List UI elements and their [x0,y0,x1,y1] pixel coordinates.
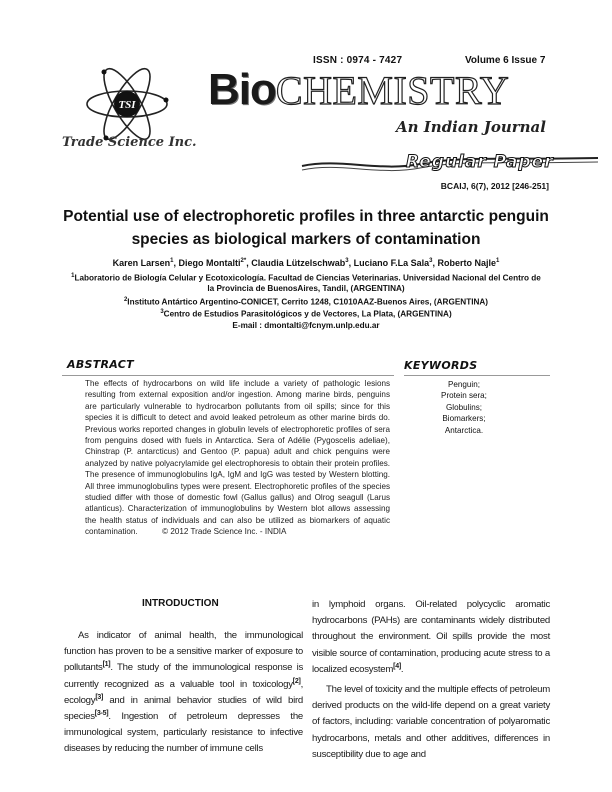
author-list: Karen Larsen$^1$, Diego Montalti$^{2*}$, Claudia Lützelschwab$^3$, Luciano F.La Sala$^3$, Roberto Najle$^1$ [112,258,500,268]
introduction-left-column [64,628,303,758]
citation-ref[interactable]: [3] [95,693,104,701]
journal-subtitle: An Indian Journal [396,118,546,136]
affiliation-mark: 3 [160,309,164,315]
journal-title [208,65,510,114]
affiliation-text: Laboratorio de Biología Celular y Ecotoxicología. Facultad de Ciencias Veterinarias. Universidad Nacional del Centro de [74,273,541,283]
affiliation-mark: 2 [123,297,128,303]
author-affiliation-mark: 3 [429,258,433,264]
author-affiliation-mark: 2* [240,258,247,264]
abstract-divider [62,375,394,376]
keyword-item: Antarctica. [444,425,484,435]
author-affiliation-mark: 1 [496,258,500,264]
logo-text: TSI [118,99,136,111]
paper-title-line: Potential use of electrophoretic profiles in three antarctic penguin [63,208,549,225]
journal-title-bio: Bio [208,65,276,114]
affiliation-mark: 1 [71,273,75,279]
affiliation-continuation: la Provincia de BuenosAires, Tandil, (ARGENTINA) [207,284,405,293]
keywords-divider [404,375,550,376]
keywords-heading: KEYWORDS [404,359,478,372]
keyword-item: Globulins; [446,402,482,412]
abstract-body [85,378,390,538]
citation-ref[interactable]: [2] [292,677,301,685]
body-text: As indicator of animal health, the immunological function has proven to be a sensitive marker of exposure to pollutants [64,630,303,674]
abstract-copyright: © 2012 Trade Science Inc. - INDIA [162,527,287,537]
body-text: . Ingestion of petroleum depresses the immunological system, particularly resistance to infective diseases by reducing the number of immune cells [64,711,303,755]
journal-title-chemistry: CHEMISTRY [275,68,510,113]
author-affiliation-mark: 1 [170,258,174,264]
author-affiliation-mark: 3 [345,258,349,264]
author-name: Diego Montalti [178,258,241,268]
keyword-item: Biomarkers; [442,414,486,424]
publisher-name: Trade Science Inc. [62,135,197,150]
keyword-list [424,379,504,436]
introduction-right-column [312,597,550,763]
keyword-item: Penguin; [448,380,480,389]
keyword-item: Protein sera; [441,391,487,401]
paper-title-line: species as biological markers of contamination [131,231,481,248]
author-name: Karen Larsen [112,258,171,268]
introduction-heading: INTRODUCTION [142,598,219,609]
affiliation-text: Centro de Estudios Parasitológicos y de Vectores, La Plata, (ARGENTINA) [163,309,452,319]
body-text: , ecology [64,678,303,706]
corresponding-email: E-mail : dmontalti@fcnym.unlp.edu.ar [232,321,380,330]
affiliation-text: Instituto Antártico Argentino-CONICET, Cerrito 1248, C1010AAZ-Buenos Aires, (ARGENTINA) [127,297,489,307]
affiliation [20,297,592,307]
body-text: . The study of the immunological response is currently recognized as a valuable tool in toxicology [64,662,303,690]
body-text: The level of toxicity and the multiple effects of petroleum derived products on the wild-life depend on a great variety of factors, including: variable concentration of polyaromatic hydrocarbons, metals and other additives, differences in susceptibility due to age and [312,684,550,760]
issn-number: ISSN : 0974 - 7427 [313,55,403,66]
affiliation [20,273,592,283]
author-name: Luciano F.La Sala [353,258,430,268]
electron-dot [164,98,169,103]
citation-ref[interactable]: [3-5] [94,709,109,717]
body-text: . [400,663,404,675]
affiliation [20,309,592,319]
abstract-text: The effects of hydrocarbons on wild life include a variety of pathologic lesions resulting from external exposition and/or ingestion. Among marine birds, penguins are particularly vulnerable to hydrocarbon pollutants from oil spills; since for this species it is difficult to detect and avoid leaked petroleum as other marine birds do. Previous works reported changes in globulin levels of electrophoretic profiles of sera from penguins dosed with fuels in Antarctica. Sera of Adélie (Pygoscelis adeliae), Chinstrap (P. antarcticus) and Gentoo (P. papua) adult and chick penguins were analyzed by native polyacrylamide gel electrophoresis to obtain their protein profiles. The presence of immunoglobulins IgA, IgM and IgG was tested by Western blotting. All three immunoglobulins types were present. Electrophoretic profiles of the species studied differ with those of domestic fowl (Gallus gallus) and Olrog seagull (Larus atlanticus). Characterization of immunoglobulins by Western blot allows assessing the health status of individuals and can also be utilized as biomarkers of aquatic contamination. [85,379,390,537]
volume-issue: Volume 6 Issue 7 [465,55,546,66]
body-text: and in animal behavior studies of wild bird species [64,694,303,723]
paper-title [40,205,572,251]
citation: BCAIJ, 6(7), 2012 [246-251] [440,181,549,191]
abstract-heading: ABSTRACT [67,358,134,371]
paper-type-label: Regular Paper [406,152,554,172]
author-name: Roberto Najle [437,258,497,268]
author-name: Claudia Lützelschwab [251,258,346,268]
electron-dot [102,70,107,75]
body-text: in lymphoid organs. Oil-related polycyclic aromatic hydrocarbons (PAHs) are contaminants widely distributed throughout the environment. Oil spills provide the most visible source of contamination, producing acute stress to a localized ecosystem [312,599,550,675]
citation-ref[interactable]: [4] [393,662,401,670]
publisher-logo [82,66,172,146]
citation-ref[interactable]: [1] [102,661,111,669]
paragraph [312,682,550,763]
paragraph [312,597,550,678]
